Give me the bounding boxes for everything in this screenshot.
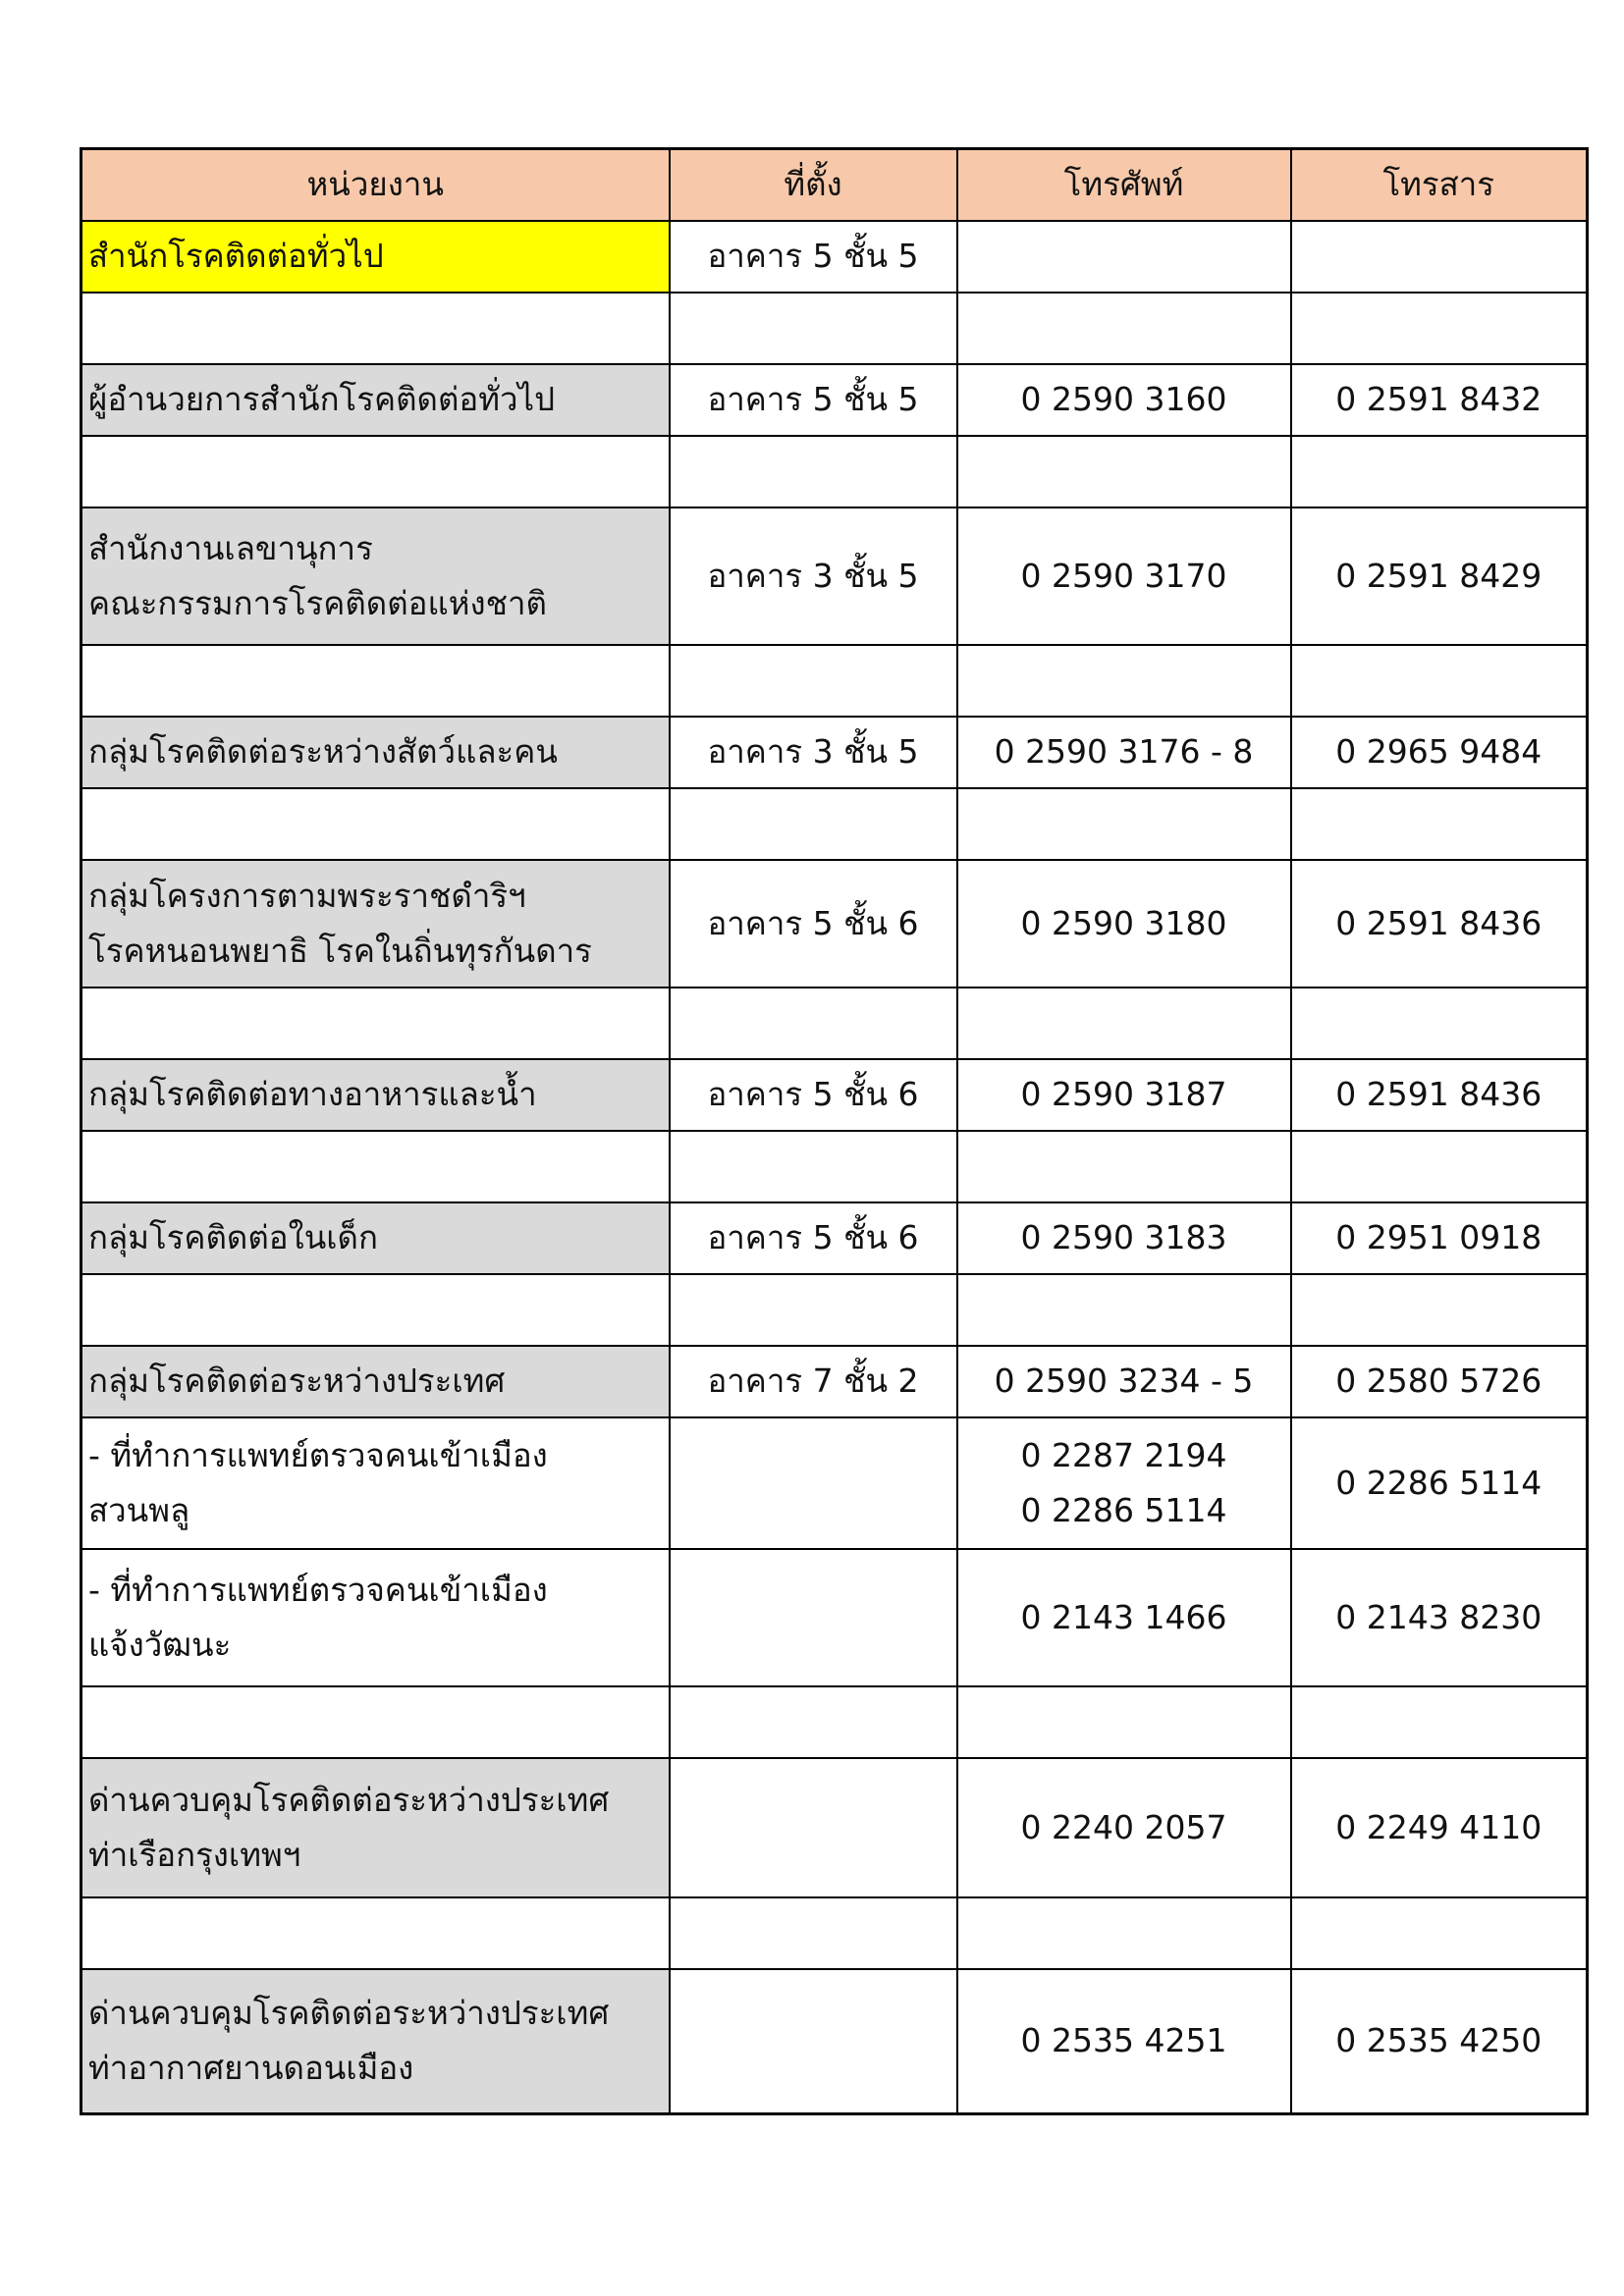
spacer-row: [81, 436, 1588, 507]
unit-cell: [81, 221, 670, 293]
phone-cell: [957, 1417, 1291, 1549]
header-fax: โทรสาร: [1291, 149, 1588, 221]
table-row: [81, 717, 1588, 788]
location-cell: อาคาร 5 ชั้น 6: [670, 1202, 957, 1274]
unit-line: กลุ่มโรคติดต่อในเด็ก: [88, 1218, 378, 1256]
fax-cell: [1291, 221, 1588, 293]
location-cell: [670, 1969, 957, 2114]
phone-line: 0 2590 3160: [1020, 380, 1227, 418]
fax-cell: 0 2286 5114: [1291, 1417, 1588, 1549]
spacer-row: [81, 293, 1588, 364]
spacer-row: [81, 1131, 1588, 1202]
unit-cell: [81, 860, 670, 988]
unit-line: ท่าเรือกรุงเทพฯ: [88, 1835, 301, 1874]
phone-line: 0 2590 3170: [1020, 556, 1227, 595]
table-row: [81, 1202, 1588, 1274]
unit-line: สวนพลู: [88, 1490, 190, 1529]
unit-line: - ที่ทำการแพทย์ตรวจคนเข้าเมือง: [88, 1435, 548, 1474]
table-row: [81, 1758, 1588, 1897]
fax-cell: 0 2591 8429: [1291, 507, 1588, 645]
fax-cell: 0 2591 8436: [1291, 1059, 1588, 1131]
phone-line: 0 2143 1466: [1020, 1597, 1227, 1636]
spacer-row: [81, 788, 1588, 860]
unit-line: กลุ่มโรคติดต่อระหว่างสัตว์และคน: [88, 732, 558, 771]
unit-line: ผู้อำนวยการสำนักโรคติดต่อทั่วไป: [88, 380, 556, 418]
phone-line: 0 2286 5114: [1020, 1490, 1227, 1529]
unit-cell: [81, 1758, 670, 1897]
unit-line: ด่านควบคุมโรคติดต่อระหว่างประเทศ: [88, 1780, 610, 1819]
spacer-row: [81, 1686, 1588, 1758]
unit-cell: [81, 1059, 670, 1131]
spacer-row: [81, 1897, 1588, 1969]
contact-table: [80, 147, 1589, 2115]
unit-cell: [81, 1346, 670, 1417]
phone-cell: [957, 364, 1291, 436]
unit-cell: [81, 1969, 670, 2114]
unit-line: ด่านควบคุมโรคติดต่อระหว่างประเทศ: [88, 1994, 610, 2033]
table-row: [81, 1417, 1588, 1549]
phone-cell: [957, 1202, 1291, 1274]
unit-cell: [81, 364, 670, 436]
phone-line: 0 2287 2194: [1020, 1435, 1227, 1474]
phone-line: 0 2590 3183: [1020, 1218, 1227, 1256]
table-body: [81, 221, 1588, 2114]
table-row: [81, 221, 1588, 293]
unit-line: ท่าอากาศยานดอนเมือง: [88, 2049, 414, 2088]
phone-cell: [957, 860, 1291, 988]
unit-cell: [81, 1549, 670, 1686]
unit-line: แจ้งวัฒนะ: [88, 1625, 232, 1664]
fax-cell: 0 2965 9484: [1291, 717, 1588, 788]
phone-cell: [957, 507, 1291, 645]
table-row: [81, 1969, 1588, 2114]
unit-cell: [81, 507, 670, 645]
location-cell: อาคาร 3 ชั้น 5: [670, 507, 957, 645]
unit-cell: [81, 1417, 670, 1549]
unit-cell: [81, 1202, 670, 1274]
unit-line: คณะกรรมการโรคติดต่อแห่งชาติ: [88, 583, 547, 622]
table-row: [81, 1549, 1588, 1686]
table-row: [81, 860, 1588, 988]
fax-cell: 0 2951 0918: [1291, 1202, 1588, 1274]
phone-cell: [957, 717, 1291, 788]
table-row: [81, 364, 1588, 436]
phone-cell: [957, 1758, 1291, 1897]
location-cell: อาคาร 7 ชั้น 2: [670, 1346, 957, 1417]
unit-cell: [81, 717, 670, 788]
table-row: [81, 1059, 1588, 1131]
table-row: [81, 507, 1588, 645]
header-unit: หน่วยงาน: [81, 149, 670, 221]
location-cell: อาคาร 5 ชั้น 5: [670, 221, 957, 293]
fax-cell: 0 2249 4110: [1291, 1758, 1588, 1897]
unit-line: โรคหนอนพยาธิ โรคในถิ่นทุรกันดาร: [88, 931, 592, 970]
unit-line: สำนักโรคติดต่อทั่วไป: [88, 237, 384, 275]
table-row: [81, 1346, 1588, 1417]
location-cell: [670, 1758, 957, 1897]
location-cell: อาคาร 3 ชั้น 5: [670, 717, 957, 788]
unit-line: กลุ่มโรคติดต่อระหว่างประเทศ: [88, 1362, 506, 1400]
fax-cell: 0 2591 8432: [1291, 364, 1588, 436]
fax-cell: 0 2580 5726: [1291, 1346, 1588, 1417]
phone-line: 0 2535 4251: [1020, 2021, 1227, 2060]
fax-cell: 0 2143 8230: [1291, 1549, 1588, 1686]
phone-line: 0 2590 3176 - 8: [994, 732, 1254, 771]
fax-cell: 0 2591 8436: [1291, 860, 1588, 988]
fax-cell: 0 2535 4250: [1291, 1969, 1588, 2114]
spacer-row: [81, 645, 1588, 717]
unit-line: กลุ่มโรคติดต่อทางอาหารและน้ำ: [88, 1075, 537, 1113]
location-cell: อาคาร 5 ชั้น 6: [670, 1059, 957, 1131]
unit-line: กลุ่มโครงการตามพระราชดำริฯ: [88, 876, 526, 915]
header-location: ที่ตั้ง: [670, 149, 957, 221]
phone-cell: [957, 1549, 1291, 1686]
unit-line: - ที่ทำการแพทย์ตรวจคนเข้าเมือง: [88, 1570, 548, 1609]
unit-line: สำนักงานเลขานุการ: [88, 528, 373, 567]
spacer-row: [81, 988, 1588, 1059]
phone-line: 0 2590 3187: [1020, 1075, 1227, 1113]
phone-line: 0 2590 3180: [1020, 903, 1227, 942]
phone-cell: [957, 1969, 1291, 2114]
location-cell: [670, 1417, 957, 1549]
location-cell: อาคาร 5 ชั้น 6: [670, 860, 957, 988]
phone-cell: [957, 221, 1291, 293]
table-header-row: [81, 149, 1588, 221]
phone-line: 0 2240 2057: [1020, 1807, 1227, 1846]
phone-line: 0 2590 3234 - 5: [994, 1362, 1254, 1400]
spacer-row: [81, 1274, 1588, 1346]
location-cell: อาคาร 5 ชั้น 5: [670, 364, 957, 436]
location-cell: [670, 1549, 957, 1686]
phone-cell: [957, 1346, 1291, 1417]
phone-cell: [957, 1059, 1291, 1131]
header-phone: โทรศัพท์: [957, 149, 1291, 221]
